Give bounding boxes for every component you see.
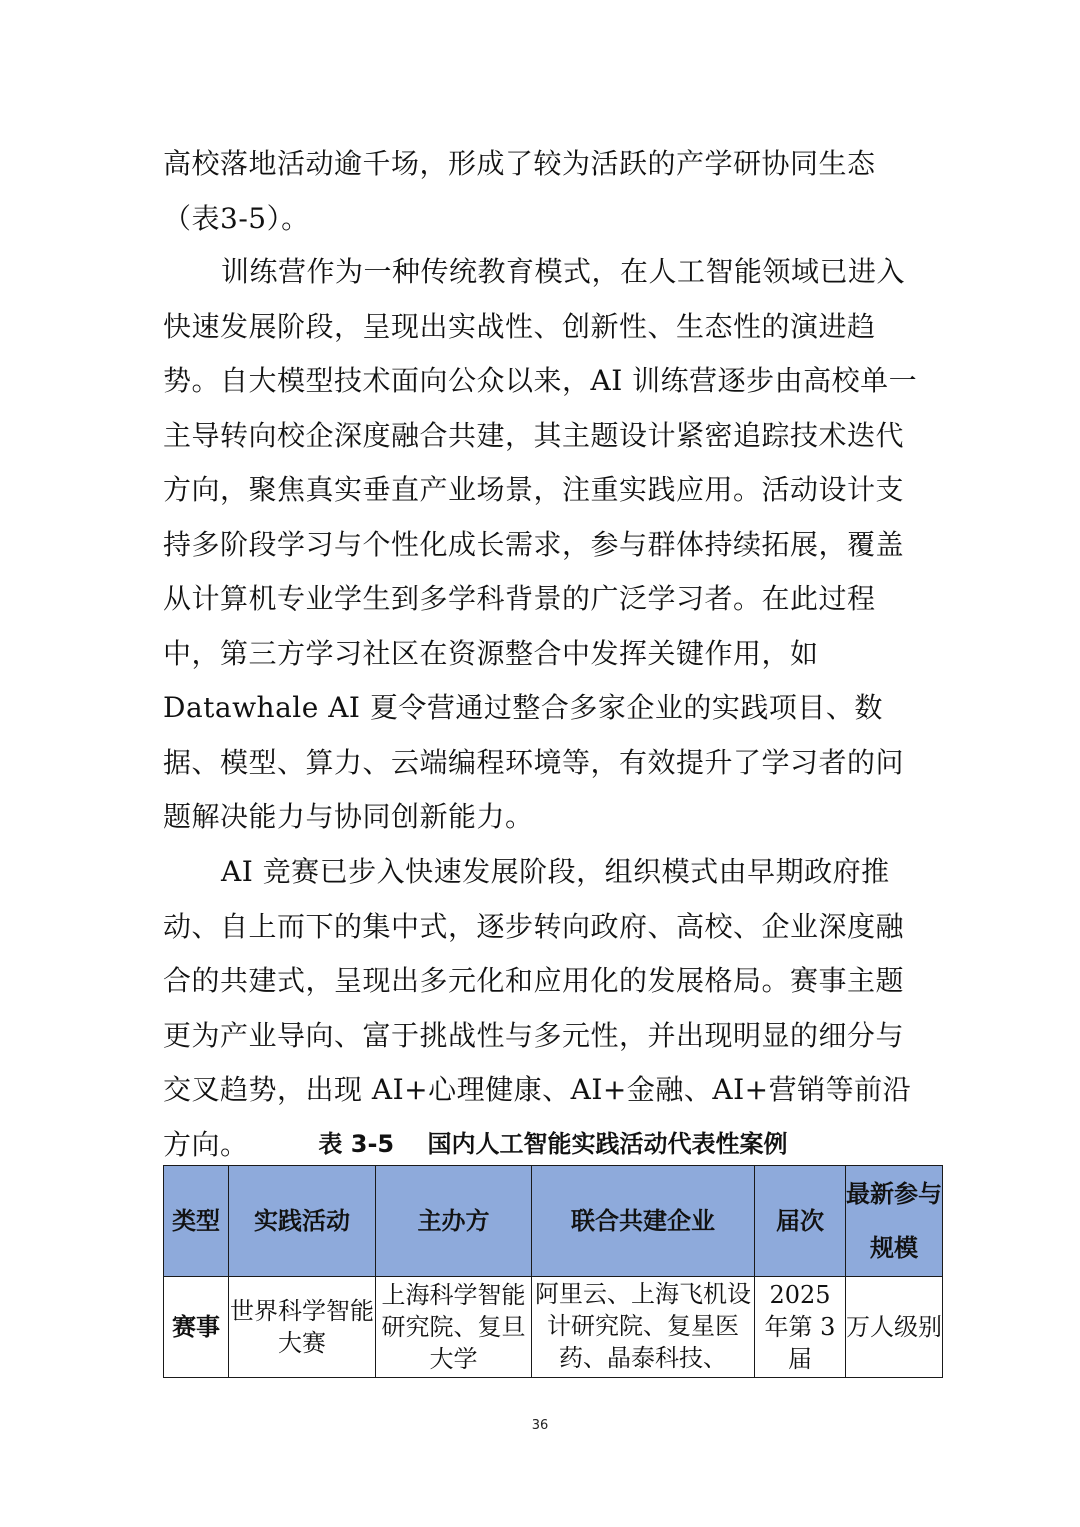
header-scale: 最新参与规模 bbox=[846, 1166, 943, 1277]
cell-type-text: 赛事 bbox=[172, 1313, 220, 1341]
paragraph-text: 高校落地活动逾千场，形成了较为活跃的产学研协同生态（表3-5）。 bbox=[163, 147, 876, 235]
cases-table bbox=[163, 1165, 943, 1378]
cell-partners-text: 阿里云、上海飞机设计研究院、复星医药、晶泰科技、 bbox=[535, 1280, 751, 1372]
paragraph-text: AI 竞赛已步入快速发展阶段，组织模式由早期政府推动、自上而下的集中式，逐步转向政府、高校、企业深度融合的共建式，呈现出多元化和应用化的发展格局。赛事主题更为产业导向、富于挑战性与多元性，并出现明显的细分与交叉趋势，出现 AI+心理健康、AI+金融、AI+营销等前沿方向。 bbox=[163, 855, 912, 1161]
cell-organizer bbox=[376, 1277, 532, 1378]
cell-type bbox=[164, 1277, 229, 1378]
cell-organizer-text: 上海科学智能研究院、复旦大学 bbox=[381, 1281, 526, 1373]
cell-partners bbox=[532, 1277, 755, 1378]
cell-edition bbox=[755, 1277, 846, 1378]
cell-edition-text: 2025 年第 3 届 bbox=[764, 1281, 836, 1373]
header-organizer: 主办方 bbox=[376, 1166, 532, 1277]
cell-activity-text: 世界科学智能大赛 bbox=[230, 1297, 374, 1357]
header-activity: 实践活动 bbox=[229, 1166, 376, 1277]
header-type: 类型 bbox=[164, 1166, 229, 1277]
cell-scale-text: 万人级别 bbox=[846, 1313, 942, 1341]
table-header-row bbox=[164, 1166, 943, 1277]
table-row bbox=[164, 1277, 943, 1378]
cell-activity bbox=[229, 1277, 376, 1378]
table-caption: 表 3-5 国内人工智能实践活动代表性案例 bbox=[318, 1130, 788, 1158]
paragraph-text: 训练营作为一种传统教育模式，在人工智能领域已进入快速发展阶段，呈现出实战性、创新性、生态性的演进趋势。自大模型技术面向公众以来，AI 训练营逐步由高校单一主导转向校企深度融合共建，其主题设计紧密追踪技术迭代方向，聚焦真实垂直产业场景，注重实践应用。活动设计支持多阶段学习与个性化成长需求，参与群体持续拓展，覆盖从计算机专业学生到多学科背景的广泛学习者。在此过程中，第三方学习社区在资源整合中发挥关键作用，如 Datawhale AI 夏令营通过整合多家企业的实践项目、数据、模型、算力、云端编程环境等，有效提升了学习者的问题解决能力与协同创新能力。 bbox=[163, 255, 918, 833]
header-partners: 联合共建企业 bbox=[532, 1166, 755, 1277]
page-number: 36 bbox=[531, 1418, 549, 1433]
cell-scale bbox=[846, 1277, 943, 1378]
paragraph-ai-competition bbox=[163, 845, 923, 1172]
header-edition: 届次 bbox=[755, 1166, 846, 1277]
paragraph-continued bbox=[163, 137, 923, 246]
paragraph-training-camp bbox=[163, 245, 923, 845]
